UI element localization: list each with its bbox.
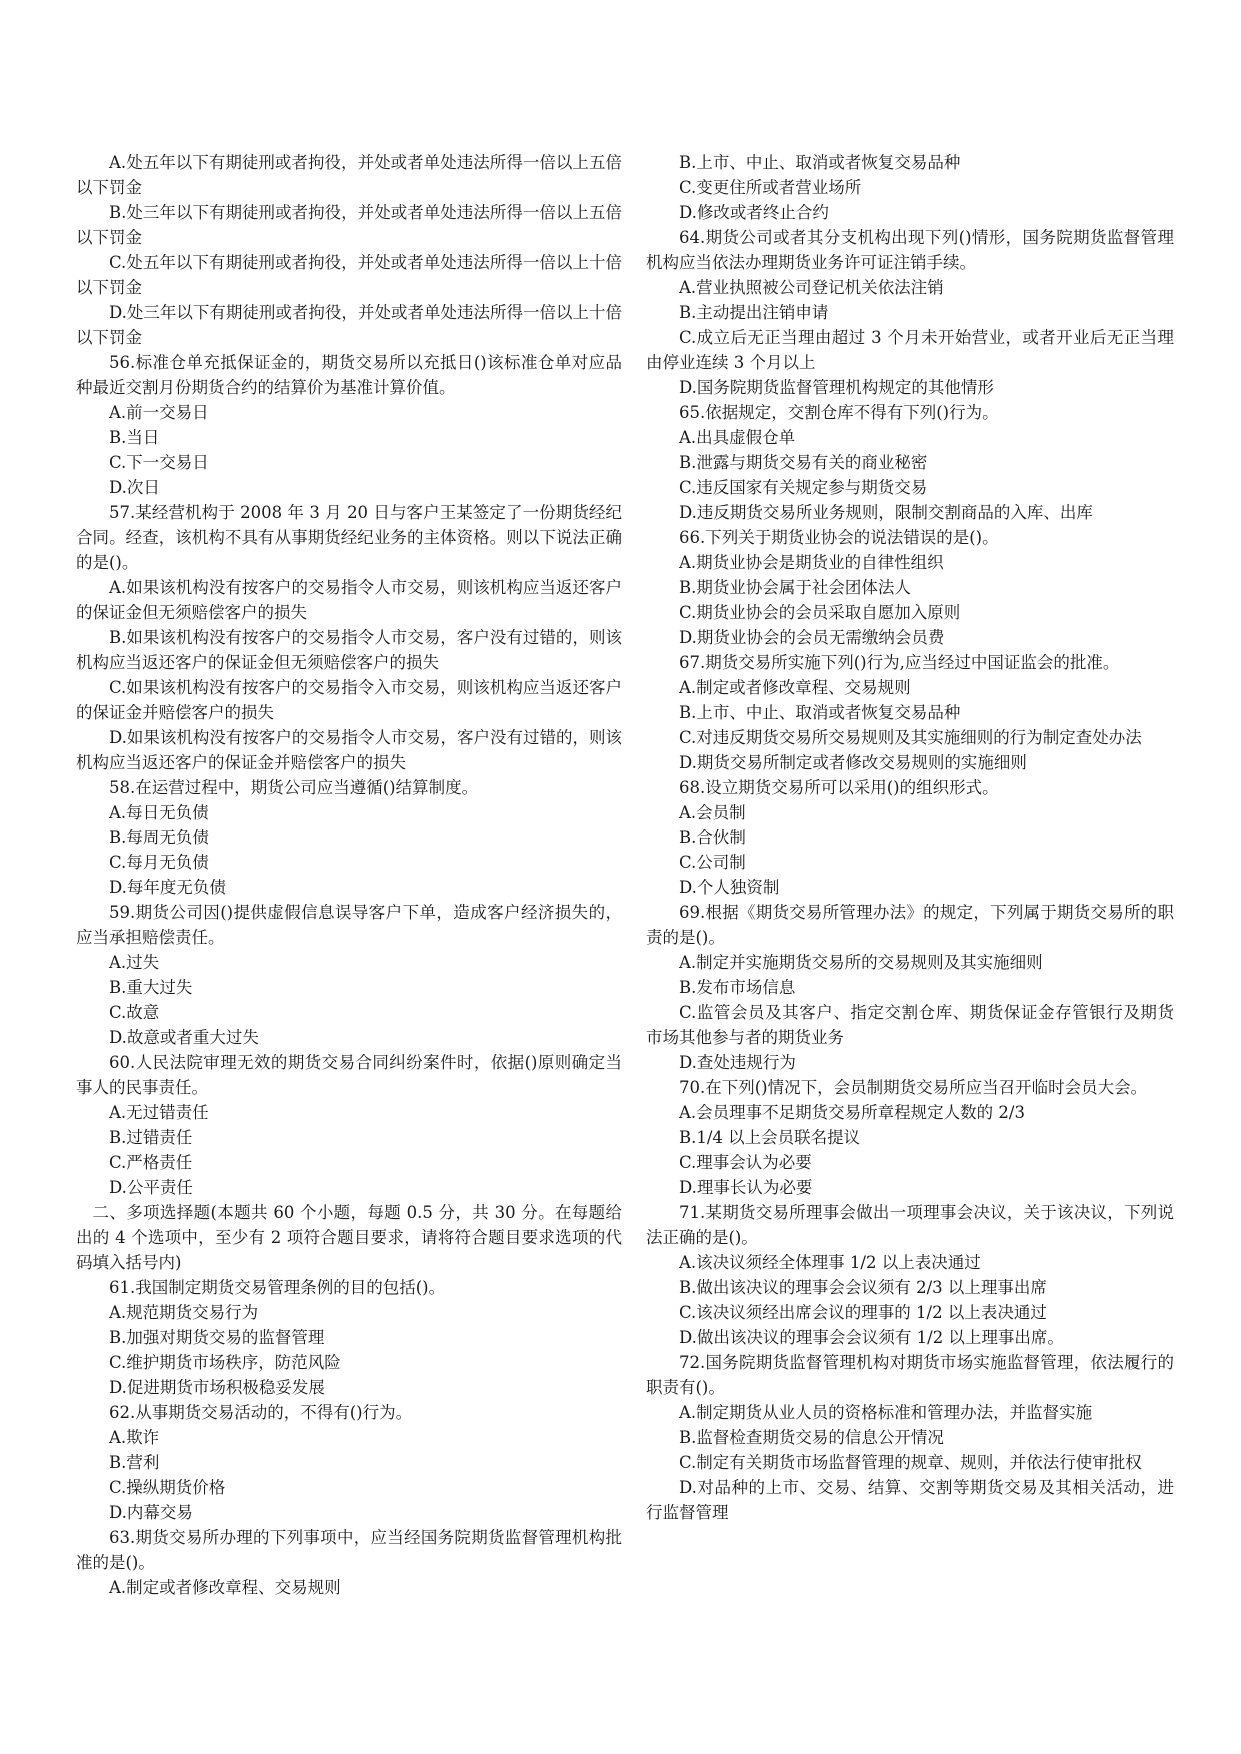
text-line: A.会员理事不足期货交易所章程规定人数的 2/3 [679, 1103, 1025, 1122]
text-line: 57.某经营机构于 2008 年 3 月 20 日与客户王某签定了一份期货经纪合同。经查，该机构不具有从事期货经纪业务的主体资格。则以下说法正确的是()。 [76, 503, 622, 572]
text-line: C.制定有关期货市场监督管理的规章、规则，并依法行使审批权 [679, 1453, 1142, 1472]
text-line: C.违反国家有关规定参与期货交易 [679, 478, 928, 497]
text-line: D.期货交易所制定或者修改交易规则的实施细则 [679, 753, 1027, 772]
text-line: 56.标准仓单充抵保证金的，期货交易所以充抵日()该标准仓单对应品种最近交割月份期货合约的结算价为基准计算价值。 [76, 353, 622, 397]
text-line: C.期货业协会的会员采取自愿加入原则 [679, 603, 961, 622]
text-line: A.前一交易日 [109, 403, 209, 422]
text-line: B.营利 [109, 1453, 160, 1472]
text-line: B.上市、中止、取消或者恢复交易品种 [679, 703, 961, 722]
text-line: C.操纵期货价格 [109, 1478, 226, 1497]
text-line: 63.期货交易所办理的下列事项中，应当经国务院期货监督管理机构批准的是()。 [76, 1528, 622, 1572]
text-line: A.每日无负债 [109, 803, 209, 822]
text-line: 72.国务院期货监督管理机构对期货市场实施监督管理，依法履行的职责有()。 [646, 1353, 1174, 1397]
text-line: A.制定或者修改章程、交易规则 [109, 1578, 341, 1597]
text-line: 69.根据《期货交易所管理办法》的规定，下列属于期货交易所的职责的是()。 [646, 903, 1174, 947]
text-line: 58.在运营过程中，期货公司应当遵循()结算制度。 [109, 778, 479, 797]
text-line: D.故意或者重大过失 [109, 1028, 259, 1047]
text-line: B.1/4 以上会员联名提议 [679, 1128, 861, 1147]
text-line: A.出具虚假仓单 [679, 428, 796, 447]
text-line: B.处三年以下有期徒刑或者拘役，并处或者单处违法所得一倍以上五倍以下罚金 [76, 203, 622, 247]
text-line: A.无过错责任 [109, 1103, 209, 1122]
text-line: A.过失 [109, 953, 160, 972]
text-line: C.对违反期货交易所交易规则及其实施细则的行为制定查处办法 [679, 728, 1142, 747]
text-line: D.个人独资制 [679, 878, 780, 897]
text-line: 62.从事期货交易活动的，不得有()行为。 [109, 1403, 413, 1422]
text-line: A.如果该机构没有按客户的交易指令人市交易，则该机构应当返还客户的保证金但无须赔偿客户的损失 [76, 578, 622, 622]
text-line: D.处三年以下有期徒刑或者拘役，并处或者单处违法所得一倍以上十倍以下罚金 [76, 303, 622, 347]
text-line: B.过错责任 [109, 1128, 193, 1147]
text-line: 61.我国制定期货交易管理条例的目的包括()。 [109, 1278, 446, 1297]
text-line: C.每月无负债 [109, 853, 209, 872]
text-line: B.做出该决议的理事会会议须有 2/3 以上理事出席 [679, 1278, 1047, 1297]
text-line: A.营业执照被公司登记机关依法注销 [679, 278, 944, 297]
text-line: A.欺诈 [109, 1428, 160, 1447]
text-line: 66.下列关于期货业协会的说法错误的是()。 [679, 528, 999, 547]
text-line: 67.期货交易所实施下列()行为,应当经过中国证监会的批准。 [679, 653, 1120, 672]
text-line: B.合伙制 [679, 828, 746, 847]
text-line: A.制定或者修改章程、交易规则 [679, 678, 911, 697]
text-line: B.当日 [109, 428, 160, 447]
text-line: 59.期货公司因()提供虚假信息误导客户下单，造成客户经济损失的，应当承担赔偿责任。 [76, 903, 622, 947]
text-line: D.公平责任 [109, 1178, 193, 1197]
text-line: C.维护期货市场秩序，防范风险 [109, 1353, 341, 1372]
text-line: D.内幕交易 [109, 1503, 193, 1522]
text-line: D.查处违规行为 [679, 1053, 796, 1072]
text-line: 二、多项选择题(本题共 60 个小题，每题 0.5 分，共 30 分。在每题给出的 4 个选项中，至少有 2 项符合题目要求，请将符合题目要求选项的代码填入括号内) [76, 1203, 622, 1272]
text-line: A.制定并实施期货交易所的交易规则及其实施细则 [679, 953, 1043, 972]
text-line: C.理事会认为必要 [679, 1153, 812, 1172]
text-line: 65.依据规定，交割仓库不得有下列()行为。 [679, 403, 999, 422]
text-line: C.严格责任 [109, 1153, 193, 1172]
text-line: A.该决议须经全体理事 1/2 以上表决通过 [679, 1253, 981, 1272]
text-line: B.每周无负债 [109, 828, 209, 847]
text-line: 68.设立期货交易所可以采用()的组织形式。 [679, 778, 999, 797]
text-line: D.期货业协会的会员无需缴纳会员费 [679, 628, 945, 647]
text-line: D.理事长认为必要 [679, 1178, 813, 1197]
text-line: B.主动提出注销申请 [679, 303, 829, 322]
text-line: C.故意 [109, 1003, 160, 1022]
text-line: C.成立后无正当理由超过 3 个月未开始营业，或者开业后无正当理由停业连续 3 个月以上 [646, 328, 1174, 372]
text-line: D.促进期货市场积极稳妥发展 [109, 1378, 325, 1397]
text-line: C.处五年以下有期徒刑或者拘役，并处或者单处违法所得一倍以上十倍以下罚金 [76, 253, 622, 297]
text-line: B.泄露与期货交易有关的商业秘密 [679, 453, 928, 472]
text-line: B.如果该机构没有按客户的交易指令人市交易，客户没有过错的，则该机构应当返还客户的保证金但无须赔偿客户的损失 [76, 628, 622, 672]
text-line: C.如果该机构没有按客户的交易指令入市交易，则该机构应当返还客户的保证金并赔偿客户的损失 [76, 678, 622, 722]
text-line: A.处五年以下有期徒刑或者拘役，并处或者单处违法所得一倍以上五倍以下罚金 [76, 153, 622, 197]
left-column [76, 150, 622, 1600]
text-line: B.加强对期货交易的监督管理 [109, 1328, 325, 1347]
right-column [646, 150, 1174, 1525]
text-line: C.公司制 [679, 853, 746, 872]
text-line: 70.在下列()情况下，会员制期货交易所应当召开临时会员大会。 [679, 1078, 1148, 1097]
text-line: A.制定期货从业人员的资格标准和管理办法，并监督实施 [679, 1403, 1093, 1422]
text-line: C.监管会员及其客户、指定交割仓库、期货保证金存管银行及期货市场其他参与者的期货业务 [646, 1003, 1174, 1047]
text-line: B.发布市场信息 [679, 978, 796, 997]
text-line: A.期货业协会是期货业的自律性组织 [679, 553, 944, 572]
text-line: C.下一交易日 [109, 453, 209, 472]
text-line: D.修改或者终止合约 [679, 203, 829, 222]
text-line: A.规范期货交易行为 [109, 1303, 259, 1322]
text-line: C.该决议须经出席会议的理事的 1/2 以上表决通过 [679, 1303, 1047, 1322]
text-line: 64.期货公司或者其分支机构出现下列()情形，国务院期货监督管理机构应当依法办理期货业务许可证注销手续。 [646, 228, 1174, 272]
text-line: D.违反期货交易所业务规则，限制交割商品的入库、出库 [679, 503, 1093, 522]
text-line: B.期货业协会属于社会团体法人 [679, 578, 911, 597]
text-line: 71.某期货交易所理事会做出一项理事会决议，关于该决议，下列说法正确的是()。 [646, 1203, 1174, 1247]
text-line: B.上市、中止、取消或者恢复交易品种 [679, 153, 961, 172]
text-line: D.国务院期货监督管理机构规定的其他情形 [679, 378, 994, 397]
text-line: D.每年度无负债 [109, 878, 226, 897]
text-line: A.会员制 [679, 803, 746, 822]
text-line: 60.人民法院审理无效的期货交易合同纠纷案件时，依据()原则确定当事人的民事责任。 [76, 1053, 622, 1097]
text-line: D.如果该机构没有按客户的交易指令人市交易，客户没有过错的，则该机构应当返还客户的保证金并赔偿客户的损失 [76, 728, 622, 772]
text-line: B.监督检查期货交易的信息公开情况 [679, 1428, 944, 1447]
text-line: D.次日 [109, 478, 160, 497]
text-line: C.变更住所或者营业场所 [679, 178, 862, 197]
text-line: B.重大过失 [109, 978, 193, 997]
text-line: D.对品种的上市、交易、结算、交割等期货交易及其相关活动，进行监督管理 [646, 1478, 1174, 1522]
text-line: D.做出该决议的理事会会议须有 1/2 以上理事出席。 [679, 1328, 1064, 1347]
